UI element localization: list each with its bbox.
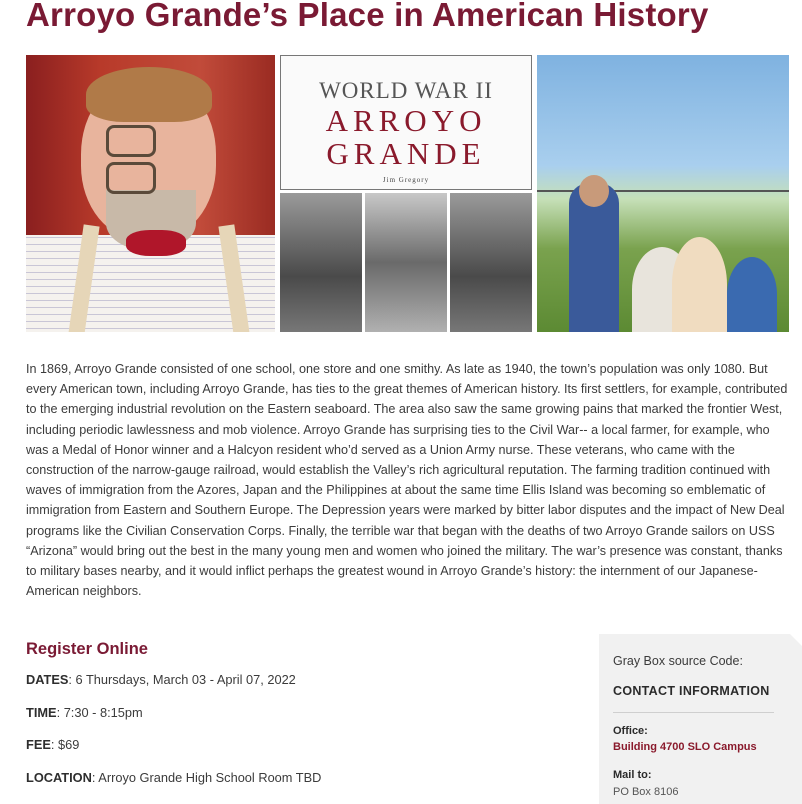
contact-heading: CONTACT INFORMATION bbox=[613, 684, 770, 698]
dates-label: DATES bbox=[26, 672, 69, 687]
time-label: TIME bbox=[26, 705, 57, 720]
fee-row bbox=[26, 737, 79, 752]
book-cover-title bbox=[280, 55, 532, 190]
sidebar-source-text: Gray Box source Code: bbox=[613, 654, 743, 668]
page-title: Arroyo Grande’s Place in American History bbox=[26, 0, 709, 33]
hero-image-collage bbox=[26, 55, 789, 332]
time-value: : 7:30 - 8:15pm bbox=[56, 705, 143, 720]
location-value: : Arroyo Grande High School Room TBD bbox=[91, 770, 322, 785]
location-label: LOCATION bbox=[26, 770, 92, 785]
contact-divider bbox=[613, 712, 774, 713]
dates-value: : 6 Thursdays, March 03 - April 07, 2022 bbox=[68, 672, 296, 687]
hero-photo-author bbox=[26, 55, 275, 332]
book-cover-line1: WORLD WAR II bbox=[319, 78, 493, 103]
office-link[interactable]: Building 4700 SLO Campus bbox=[613, 741, 757, 753]
dates-row bbox=[26, 672, 296, 687]
book-cover-photos bbox=[280, 193, 532, 332]
book-cover-line3: GRANDE bbox=[326, 136, 486, 171]
hero-photo-field-tour bbox=[537, 55, 789, 332]
book-cover-line2: ARROYO bbox=[325, 103, 487, 138]
contact-sidebar bbox=[599, 634, 802, 804]
hero-book-cover bbox=[280, 55, 532, 332]
time-row bbox=[26, 705, 143, 720]
mail-value: PO Box 8106 bbox=[613, 786, 679, 798]
book-cover-author: Jim Gregory bbox=[382, 176, 430, 184]
location-row bbox=[26, 770, 321, 785]
mail-label: Mail to: bbox=[613, 769, 652, 781]
fee-value: : $69 bbox=[50, 737, 80, 752]
fee-label: FEE bbox=[26, 737, 51, 752]
course-description: In 1869, Arroyo Grande consisted of one school, one store and one smithy. As late as 1940, the town’s population was only 1080. But every American town, including Arroyo Grande, has ties to the great themes of American history. Its first settlers, for example, contributed to the emerging industrial revolution on the Eastern seaboard. The area also saw the same growing pains that marked the frontier West, including periodic lawlessness and mob violence. Arroyo Grande has surprising ties to the Civil War-- a local farmer, for example, who was a Medal of Honor winner and a Halcyon resident who’d served as a Union Army nurse. These veterans, who came with the construction of the narrow-gauge railroad, would establish the Valley’s rich agricultural reputation. The farming tradition continued with waves of immigration from the Azores, Japan and the Philippines at about the same time Ellis Island was becoming so emblematic of immigration from Eastern and Southern Europe. The Depression years were marked by bitter labor disputes and the impact of New Deal programs like the Civilian Conservation Corps. Finally, the terrible war that began with the deaths of two Arroyo Grande sailors on USS “Arizona” would bring out the best in the many young men and women who joined the military. The war’s presence was constant, thanks to military bases nearby, and it would inflict perhaps the greatest wound in Arroyo Grande’s history: the internment of our Japanese-American neighbors. bbox=[26, 362, 788, 599]
register-online-link[interactable]: Register Online bbox=[26, 640, 148, 658]
office-label: Office: bbox=[613, 725, 648, 737]
